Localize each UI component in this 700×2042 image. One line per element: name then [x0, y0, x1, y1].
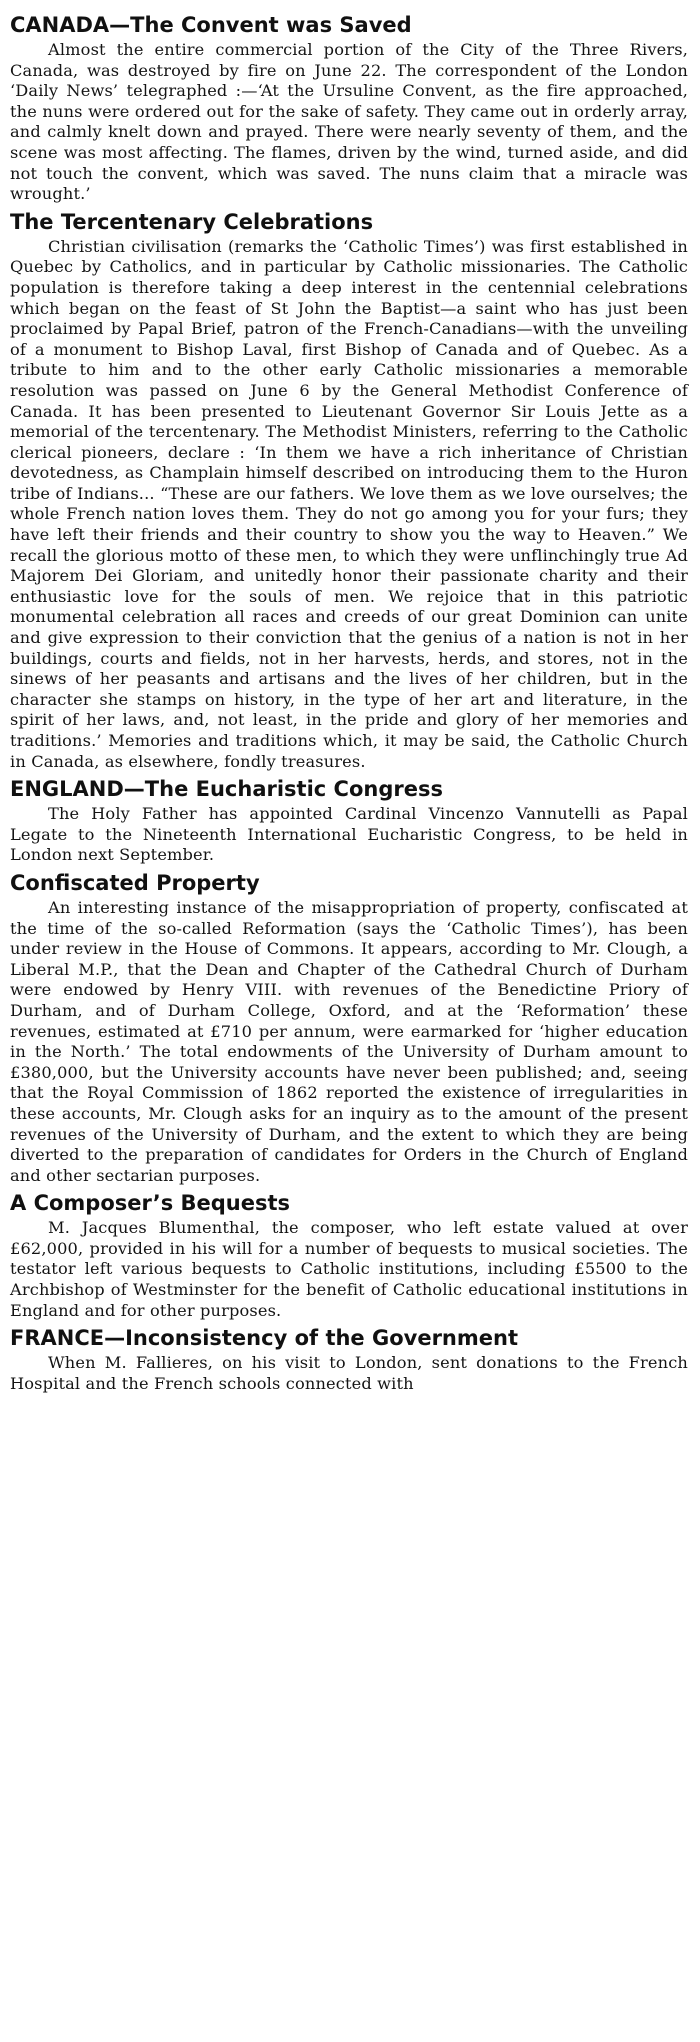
- article-heading: A Composer’s Bequests: [10, 1191, 291, 1216]
- article-eucharistic-congress: [10, 776, 688, 866]
- article-body: Almost the entire commercial portion of the City of the Three Rivers, Canada, was destroyed by fire on June 22. The correspondent of the London ‘Daily News’ telegraphed :—‘At the Ursuline Convent, as the fire approached, the nuns were ordered out for the sake of safety. They came out in orderly array, and calmly knelt down and prayed. There were nearly seventy of them, and the scene was most affecting. The flames, driven by the wind, turned aside, and did not touch the convent, which was saved. The nuns claim that a miracle was wrought.’: [10, 40, 688, 204]
- article-france-government: [10, 1325, 688, 1394]
- article-confiscated-property: [10, 870, 688, 1186]
- article-body: When M. Fallieres, on his visit to London, sent donations to the French Hospital and the French schools connected with: [10, 1353, 688, 1393]
- article-body: Christian civilisation (remarks the ‘Catholic Times’) was first established in Quebec by Catholics, and in particular by Catholic missionaries. The Catholic population is therefore taking a deep interest in the centennial celebrations which began on the feast of St John the Baptist—a saint who has just been proclaimed by Papal Brief, patron of the French-Canadians—with the unveiling of a monument to Bishop Laval, first Bishop of Canada and of Quebec. As a tribute to him and to the other early Catholic missionaries a memorable resolution was passed on June 6 by the General Methodist Conference of Canada. It has been presented to Lieutenant Governor Sir Louis Jette as a memorial of the tercentenary. The Methodist Ministers, referring to the Catholic clerical pioneers, declare : ‘In them we have a rich inheritance of Christian devotedness, as Champlain himself described on introducing them to the Huron tribe of Indians... “These are our fathers. We love them as we love ourselves; the whole French nation loves them. They do not go among you for your furs; they have left their friends and their country to show you the way to Heaven.” We recall the glorious motto of these men, to which they were unflinchingly true Ad Majorem Dei Gloriam, and unitedly honor their passionate charity and their enthusiastic love for the souls of men. We rejoice that in this patriotic monumental celebration all races and creeds of our great Dominion can unite and give expression to their conviction that the genius of a nation is not in her buildings, courts and fields, not in her harvests, herds, and stores, not in the sinews of her peasants and artisans and the lives of her children, but in the character she stamps on history, in the type of her art and literature, in the spirit of her laws, and, not least, in the pride and glory of her memories and traditions.’ Memories and traditions which, it may be said, the Catholic Church in Canada, as elsewhere, fondly treasures.: [10, 236, 688, 771]
- article-heading: FRANCE—Inconsistency of the Government: [10, 1326, 518, 1351]
- article-heading: CANADA—The Convent was Saved: [10, 13, 412, 37]
- article-canada-convent: [10, 12, 688, 205]
- article-heading: The Tercentenary Celebrations: [10, 209, 374, 234]
- article-body: An interesting instance of the misappropriation of property, confiscated at the time of the so-called Reformation (says the ‘Catholic Times’), has been under review in the House of Commons. It appears, according to Mr. Clough, a Liberal M.P., that the Dean and Chapter of the Cathedral Church of Durham were endowed by Henry VIII. with revenues of the Benedictine Priory of Durham, and of Durham College, Oxford, and at the ‘Reformation’ these revenues, estimated at £710 per annum, were earmarked for ‘higher education in the North.’ The total endowments of the University of Durham amount to £380,000, but the University accounts have never been published; and, seeing that the Royal Commission of 1862 reported the existence of irregularities in these accounts, Mr. Clough asks for an inquiry as to the amount of the present revenues of the University of Durham, and the extent to which they are being diverted to the preparation of candidates for Orders in the Church of England and other sectarian purposes.: [10, 897, 688, 1185]
- article-tercentenary: [10, 209, 688, 772]
- article-body: M. Jacques Blumenthal, the composer, who left estate valued at over £62,000, provided in his will for a number of bequests to musical societies. The testator left various bequests to Catholic institutions, including £5500 to the Archbishop of Westminster for the benefit of Catholic educational institutions in England and for other purposes.: [10, 1218, 688, 1320]
- article-heading: ENGLAND—The Eucharistic Congress: [10, 777, 443, 802]
- article-heading: Confiscated Property: [10, 870, 260, 895]
- article-body: The Holy Father has appointed Cardinal Vincenzo Vannutelli as Papal Legate to the Nineteenth International Eucharistic Congress, to be held in London next September.: [10, 804, 688, 865]
- article-composer-bequests: [10, 1190, 688, 1321]
